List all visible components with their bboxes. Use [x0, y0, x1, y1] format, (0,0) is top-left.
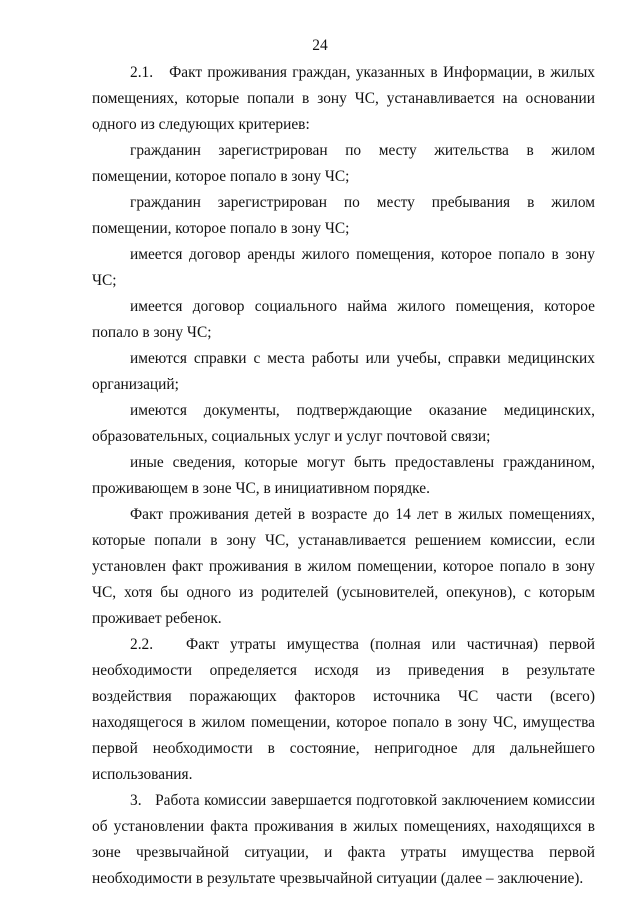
- criterion-social-tenancy: имеется договор социального найма жилого помещения, которое попало в зону ЧС;: [92, 298, 595, 341]
- criterion-certificates: имеются справки с места работы или учебы, справки медицинских организаций;: [92, 350, 595, 393]
- criterion-service-documents: имеются документы, подтверждающие оказание медицинских, образовательных, социальных услуг и услуг почтовой связи;: [92, 402, 595, 445]
- criterion-lease-agreement: имеется договор аренды жилого помещения, которое попало в зону ЧС;: [92, 246, 595, 289]
- page-number: 24: [312, 37, 328, 54]
- document-body: [92, 60, 595, 892]
- criterion-stay-registration: гражданин зарегистрирован по месту пребывания в жилом помещении, которое попало в зону ЧС;: [92, 194, 595, 237]
- paragraph-2-1: 2.1. Факт проживания граждан, указанных в Информации, в жилых помещениях, которые попали в зону ЧС, устанавливается на основании одного из следующих критериев:: [92, 64, 595, 133]
- paragraph-2-2: 2.2. Факт утраты имущества (полная или частичная) первой необходимости определяется исходя из приведения в результате воздействия поражающих факторов источника ЧС части (всего) находящегося в жилом помещении, которое попало в зону ЧС, имущества первой необходимости в состояние, непригодное для дальнейшего использования.: [92, 636, 595, 783]
- paragraph-children-residence: Факт проживания детей в возрасте до 14 лет в жилых помещениях, которые попали в зону ЧС, устанавливается решением комиссии, если установлен факт проживания в жилом помещении, которое попало в зону ЧС, хотя бы одного из родителей (усыновителей, опекунов), с которым проживает ребенок.: [92, 506, 595, 627]
- paragraph-3: 3. Работа комиссии завершается подготовкой заключением комиссии об установлении факта проживания в жилых помещениях, находящихся в зоне чрезвычайной ситуации, и факта утраты имущества первой необходимости в результате чрезвычайной ситуации (далее – заключение).: [92, 792, 595, 887]
- criterion-residence-registration: гражданин зарегистрирован по месту жительства в жилом помещении, которое попало в зону ЧС;: [92, 142, 595, 185]
- criterion-other-information: иные сведения, которые могут быть предоставлены гражданином, проживающем в зоне ЧС, в инициативном порядке.: [92, 454, 595, 497]
